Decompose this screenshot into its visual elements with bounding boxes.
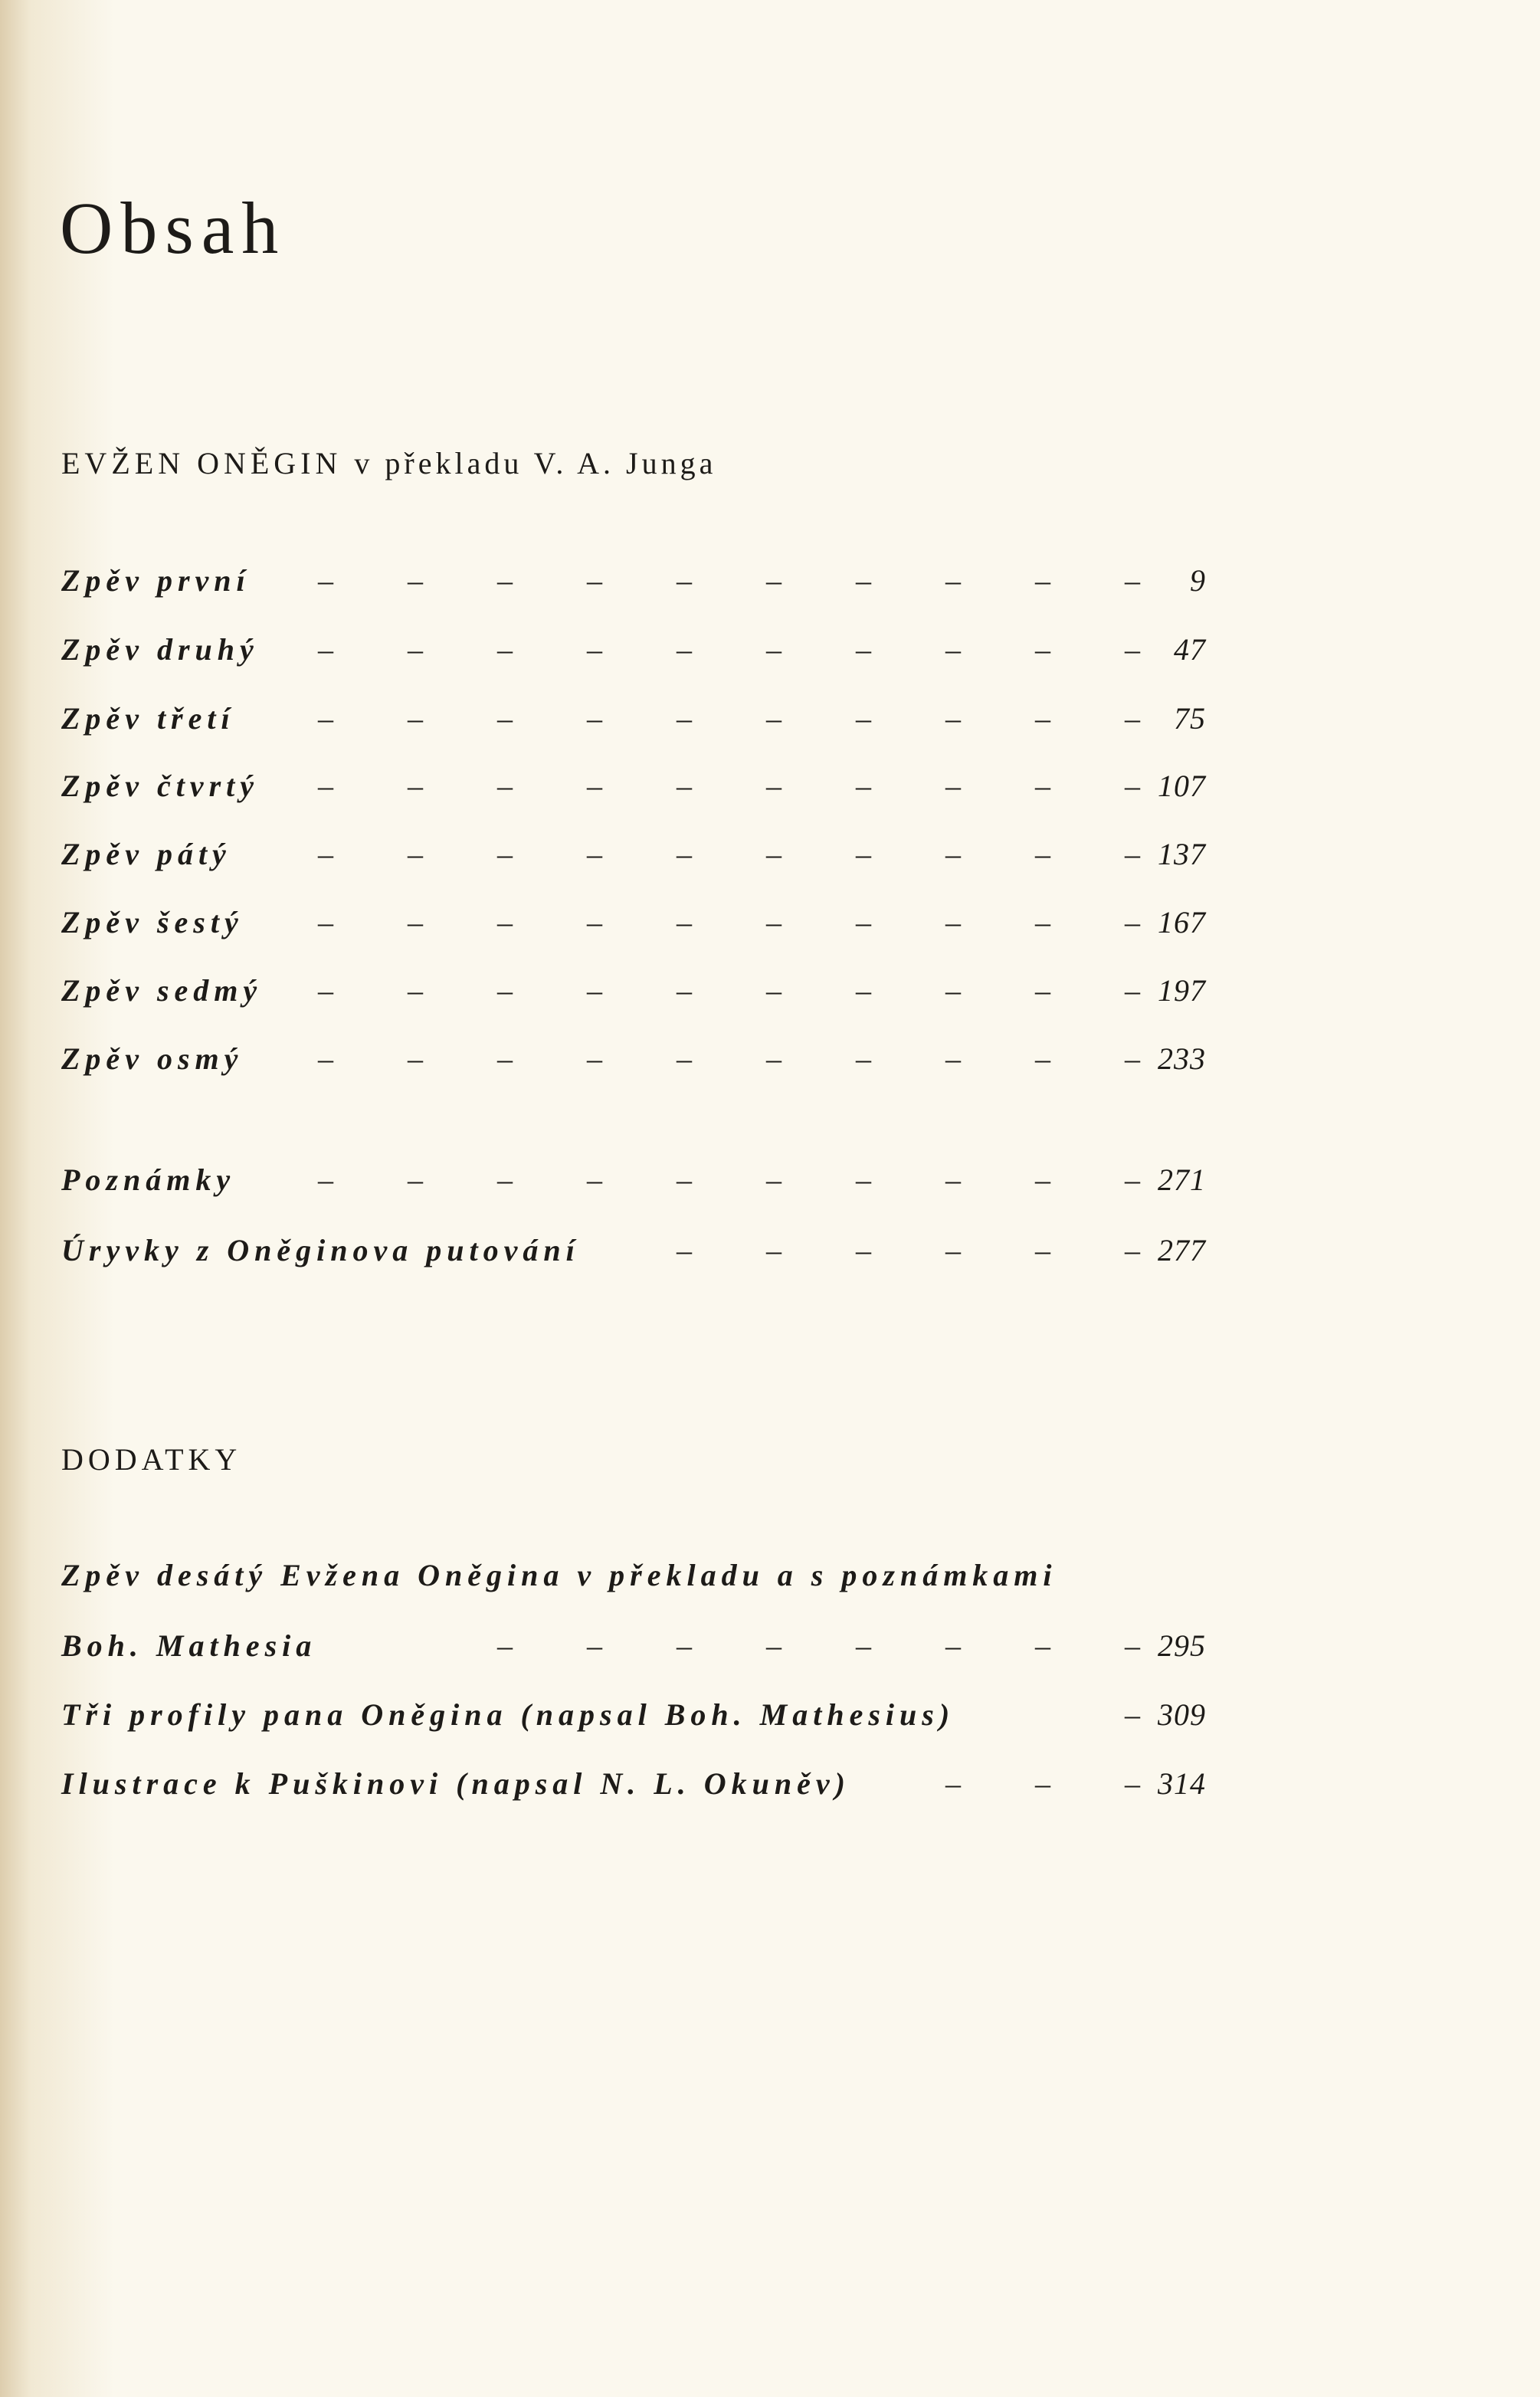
toc-row[interactable] [61,1625,1206,1667]
toc-row[interactable] [61,1159,1206,1202]
section-heading-sub: v překladu V. A. Junga [354,446,717,480]
toc-row[interactable] [61,559,1206,602]
toc-row-page: 197 [1158,973,1206,1008]
dot-leader: – – – – – – – – – – [318,701,1140,736]
toc-row-page: 47 [1174,632,1206,667]
toc-row[interactable] [61,628,1206,671]
toc-row[interactable] [61,969,1206,1012]
dot-leader: – – – – – – – – [497,1628,1140,1663]
toc-row-page: 9 [1190,563,1206,598]
toc-row-page: 233 [1158,1041,1206,1076]
toc-row-page: 137 [1158,837,1206,871]
toc-row-label: Boh. Mathesia [61,1628,317,1663]
dot-leader: – – – – – – – – – – [318,1162,1140,1197]
toc-row-label: Zpěv první [61,563,251,598]
toc-row[interactable] [61,1038,1206,1080]
toc-row-page: 75 [1174,701,1206,736]
toc-row[interactable] [61,833,1206,876]
dot-leader: – – – – – – – – – – [318,563,1140,598]
dot-leader: – – – – – – – – – – [318,632,1140,667]
toc-row[interactable] [61,1694,1206,1736]
dot-leader: – – – – – – – – – – [318,769,1140,803]
toc-row-label: Zpěv šestý [61,905,244,939]
toc-row-label: Ilustrace k Puškinovi (napsal N. L. Okuněv) [61,1766,850,1801]
toc-row-page: 295 [1158,1628,1206,1663]
toc-row[interactable] [61,697,1206,740]
toc-row-label: Zpěv sedmý [61,973,263,1008]
toc-row[interactable] [61,1229,1206,1272]
dot-leader: – [1125,1697,1140,1732]
dot-leader: – – – – – – [677,1233,1140,1267]
dot-leader: – – – [945,1766,1140,1801]
toc-row-label: Zpěv druhý [61,632,259,667]
toc-row-page: 271 [1158,1162,1206,1197]
section-heading-main: EVŽEN ONĚGIN [61,446,342,480]
toc-row-page: 107 [1158,769,1206,803]
dot-leader: – – – – – – – – – – [318,837,1140,871]
page-title: Obsah [60,187,287,269]
toc-row-label: Zpěv třetí [61,701,235,736]
toc-row-label: Úryvky z Oněginova putování [61,1233,580,1267]
toc-row-label: Zpěv čtvrtý [61,769,259,803]
section-heading-evzen-onegin [61,448,716,479]
appendix-item-title-line1[interactable]: Zpěv desátý Evžena Oněgina v překladu a s poznámkami [61,1558,1057,1592]
toc-row-page: 277 [1158,1233,1206,1267]
toc-row-page: 314 [1158,1766,1206,1801]
toc-row-label: Zpěv pátý [61,837,231,871]
toc-row[interactable] [61,901,1206,944]
toc-row[interactable] [61,765,1206,808]
toc-row[interactable] [61,1762,1206,1805]
toc-row-label: Tři profily pana Oněgina (napsal Boh. Mathesius) [61,1697,955,1732]
toc-row-page: 309 [1158,1697,1206,1732]
dot-leader: – – – – – – – – – – [318,1041,1140,1076]
dot-leader: – – – – – – – – – – [318,973,1140,1008]
toc-row-label: Zpěv osmý [61,1041,244,1076]
dot-leader: – – – – – – – – – – [318,905,1140,939]
toc-row-label: Poznámky [61,1162,236,1197]
section-heading-dodatky: DODATKY [61,1442,242,1477]
toc-row-page: 167 [1158,905,1206,939]
